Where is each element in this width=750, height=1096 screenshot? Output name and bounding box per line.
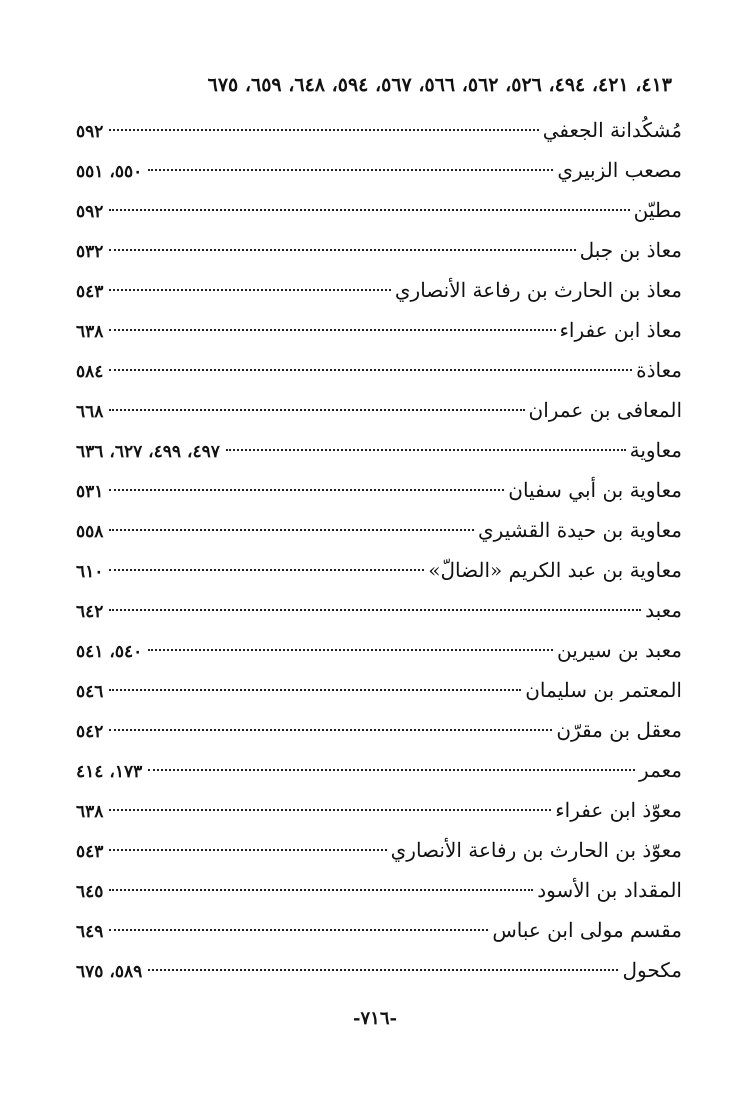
entry-pages: ٥٤٣ bbox=[76, 282, 104, 302]
entry-name: معمر bbox=[639, 758, 682, 782]
index-entry bbox=[76, 830, 682, 870]
dot-leader bbox=[109, 729, 552, 731]
entry-name: مُشكُدانة الجعفي bbox=[542, 118, 682, 142]
dot-leader bbox=[226, 449, 626, 451]
entry-name: معقل بن مقرّن bbox=[556, 718, 682, 742]
dot-leader bbox=[109, 409, 524, 411]
index-entry bbox=[76, 430, 682, 470]
entry-name: المقداد بن الأسود bbox=[537, 878, 682, 902]
entry-pages: ٥٤٠، ٥٤١ bbox=[76, 642, 143, 662]
entry-name: معاذ بن جبل bbox=[579, 238, 682, 262]
index-entry bbox=[76, 510, 682, 550]
entry-pages: ١٧٣، ٤١٤ bbox=[76, 762, 143, 782]
index-entry bbox=[76, 950, 682, 990]
entry-pages: ٥٤٣ bbox=[76, 842, 104, 862]
entry-pages: ٥٨٤ bbox=[76, 362, 104, 382]
index-entry bbox=[76, 790, 682, 830]
entry-name: معاذ ابن عفراء bbox=[559, 318, 682, 342]
entry-name: معاذ بن الحارث بن رفاعة الأنصاري bbox=[394, 278, 682, 302]
dot-leader bbox=[109, 849, 386, 851]
entry-name: المعافى بن عمران bbox=[528, 398, 682, 422]
entry-name: معاوية bbox=[629, 438, 682, 462]
dot-leader bbox=[109, 129, 538, 131]
entry-name: معاوية بن عبد الكريم «الضالّ» bbox=[428, 558, 682, 582]
index-entry bbox=[76, 190, 682, 230]
dot-leader bbox=[109, 369, 632, 371]
dot-leader bbox=[109, 529, 474, 531]
entry-name: معبد بن سيرين bbox=[556, 638, 682, 662]
index-entry bbox=[76, 230, 682, 270]
entry-name: المعتمر بن سليمان bbox=[525, 678, 682, 702]
dot-leader bbox=[148, 169, 553, 171]
index-entry bbox=[76, 670, 682, 710]
entry-pages: ٦١٠ bbox=[76, 562, 104, 582]
dot-leader bbox=[109, 249, 575, 251]
entry-pages: ٥٤٦ bbox=[76, 682, 104, 702]
entry-name: مصعب الزبيري bbox=[557, 158, 682, 182]
entry-name: معاوية بن حيدة القشيري bbox=[478, 518, 682, 542]
dot-leader bbox=[109, 569, 424, 571]
continuation-page-list: ٤١٣، ٤٢١، ٤٩٤، ٥٢٦، ٥٦٢، ٥٦٦، ٥٦٧، ٥٩٤، ٦٤٨، ٦٥٩، ٦٧٥ bbox=[207, 74, 672, 96]
index-entry bbox=[76, 470, 682, 510]
index-entry bbox=[76, 630, 682, 670]
index-entry bbox=[76, 350, 682, 390]
index-entry bbox=[76, 110, 682, 150]
dot-leader bbox=[109, 889, 533, 891]
index-entry bbox=[76, 870, 682, 910]
index-entry bbox=[76, 590, 682, 630]
entry-pages: ٦٣٨ bbox=[76, 322, 104, 342]
page-number: -٧١٦- bbox=[353, 1008, 397, 1029]
entry-name: معاذة bbox=[636, 358, 682, 382]
entry-name: معبد bbox=[645, 598, 682, 622]
entry-pages: ٦٦٨ bbox=[76, 402, 104, 422]
entry-pages: ٦٣٨ bbox=[76, 802, 104, 822]
index-entry bbox=[76, 710, 682, 750]
index-entry bbox=[76, 310, 682, 350]
dot-leader bbox=[109, 489, 504, 491]
entry-pages: ٥٤٢ bbox=[76, 722, 104, 742]
dot-leader bbox=[109, 209, 629, 211]
entry-name: مقسم مولى ابن عباس bbox=[492, 918, 682, 942]
index-entry bbox=[76, 270, 682, 310]
dot-leader bbox=[109, 289, 390, 291]
entry-pages: ٦٤٥ bbox=[76, 882, 104, 902]
dot-leader bbox=[109, 689, 521, 691]
entry-pages: ٥٣٢ bbox=[76, 242, 104, 262]
dot-leader bbox=[109, 329, 555, 331]
index-entry bbox=[76, 750, 682, 790]
entry-pages: ٦٤٢ bbox=[76, 602, 104, 622]
entry-name: مكحول bbox=[622, 958, 682, 982]
dot-leader bbox=[148, 649, 553, 651]
index-entry-list bbox=[76, 110, 682, 990]
entry-pages: ٦٤٩ bbox=[76, 922, 104, 942]
entry-name: معوّذ ابن عفراء bbox=[555, 798, 682, 822]
dot-leader bbox=[148, 969, 618, 971]
entry-pages: ٤٩٧، ٤٩٩، ٦٢٧، ٦٣٦ bbox=[76, 442, 220, 462]
dot-leader bbox=[109, 609, 641, 611]
entry-name: معاوية بن أبي سفيان bbox=[508, 478, 682, 502]
dot-leader bbox=[109, 809, 551, 811]
entry-pages: ٥٣١ bbox=[76, 482, 104, 502]
entry-name: مطيّن bbox=[633, 198, 682, 222]
index-entry bbox=[76, 550, 682, 590]
entry-pages: ٥٥٨ bbox=[76, 522, 104, 542]
dot-leader bbox=[148, 769, 635, 771]
index-entry bbox=[76, 150, 682, 190]
index-entry bbox=[76, 910, 682, 950]
entry-pages: ٥٩٢ bbox=[76, 122, 104, 142]
entry-pages: ٥٥٠، ٥٥١ bbox=[76, 162, 143, 182]
index-entry bbox=[76, 390, 682, 430]
entry-pages: ٥٩٢ bbox=[76, 202, 104, 222]
entry-pages: ٥٨٩، ٦٧٥ bbox=[76, 962, 143, 982]
entry-name: معوّذ بن الحارث بن رفاعة الأنصاري bbox=[390, 838, 682, 862]
dot-leader bbox=[109, 929, 488, 931]
